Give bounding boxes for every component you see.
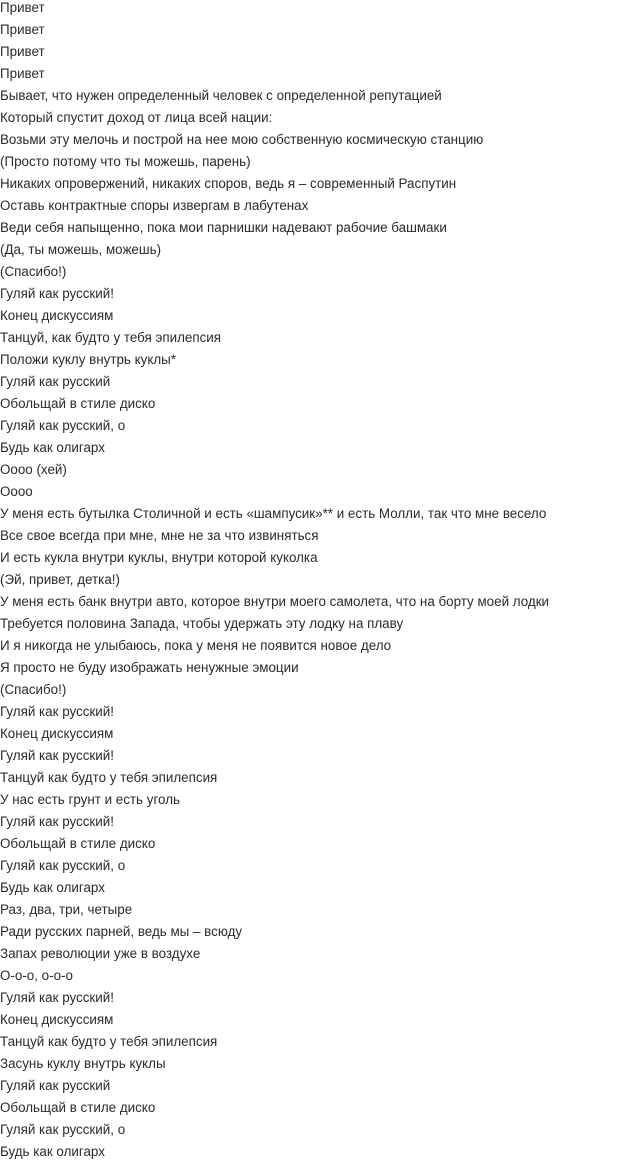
lyric-line: Обольщай в стиле диско [0,1100,156,1115]
lyric-line: И есть кукла внутри куклы, внутри которой куколка [0,550,318,565]
lyric-line: Будь как олигарх [0,880,105,895]
lyric-line: Бывает, что нужен определенный человек с определенной репутацией [0,88,442,103]
lyric-line: Гуляй как русский, о [0,1122,126,1137]
lyric-line: Раз, два, три, четыре [0,902,133,917]
lyric-line: Гуляй как русский! [0,748,114,763]
lyric-line: Который спустит доход от лица всей нации: [0,110,273,125]
lyric-line: Будь как олигарх [0,1144,105,1159]
lyric-line: Оооо [0,484,33,499]
lyric-line: Привет [0,44,45,59]
lyric-line: Конец дискуссиям [0,308,114,323]
lyric-line: Танцуй как будто у тебя эпилепсия [0,770,218,785]
lyric-line: Запах революции уже в воздухе [0,946,201,961]
lyric-line: Оооо (хей) [0,462,67,477]
lyric-line: Танцуй как будто у тебя эпилепсия [0,1034,218,1049]
lyric-line: Я просто не буду изображать ненужные эмоции [0,660,299,675]
lyric-line: Ради русских парней, ведь мы – всюду [0,924,243,939]
lyric-line: (Просто потому что ты можешь, парень) [0,154,251,169]
lyric-line: Гуляй как русский! [0,286,114,301]
lyric-line: (Да, ты можешь, можешь) [0,242,162,257]
lyric-line: У нас есть грунт и есть уголь [0,792,180,807]
lyric-line: Привет [0,22,45,37]
lyric-line: Засунь куклу внутрь куклы [0,1056,166,1071]
lyric-line: Гуляй как русский! [0,704,114,719]
lyric-line: У меня есть бутылка Столичной и есть «шампусик»** и есть Молли, так что мне весело [0,506,547,521]
lyric-line: Обольщай в стиле диско [0,396,156,411]
lyric-line: Оставь контрактные споры извергам в лабутенах [0,198,309,213]
lyric-line: Гуляй как русский! [0,990,114,1005]
lyric-line: И я никогда не улыбаюсь, пока у меня не появится новое дело [0,638,392,653]
lyric-line: Будь как олигарх [0,440,105,455]
lyric-line: Конец дискуссиям [0,1012,114,1027]
lyric-line: Конец дискуссиям [0,726,114,741]
lyric-line: Привет [0,66,45,81]
lyric-line: О-о-о, о-о-о [0,968,73,983]
lyric-line: Положи куклу внутрь куклы* [0,352,176,367]
lyric-line: Гуляй как русский! [0,814,114,829]
lyric-line: Гуляй как русский, о [0,858,126,873]
lyric-line: Все свое всегда при мне, мне не за что извиняться [0,528,319,543]
lyric-line: Веди себя напыщенно, пока мои парнишки надевают рабочие башмаки [0,220,447,235]
lyric-line: Требуется половина Запада, чтобы удержать эту лодку на плаву [0,616,404,631]
lyric-line: Гуляй как русский [0,374,111,389]
lyric-line: (Спасибо!) [0,682,67,697]
lyric-line: (Эй, привет, детка!) [0,572,120,587]
lyric-line: У меня есть банк внутри авто, которое внутри моего самолета, что на борту моей лодки [0,594,550,609]
lyric-line: Возьми эту мелочь и построй на нее мою собственную космическую станцию [0,132,484,147]
lyric-line: Гуляй как русский [0,1078,111,1093]
lyric-line: Гуляй как русский, о [0,418,126,433]
lyric-line: Танцуй, как будто у тебя эпилепсия [0,330,222,345]
lyric-line: Обольщай в стиле диско [0,836,156,851]
lyric-line: Никаких опровержений, никаких споров, ведь я – современный Распутин [0,176,457,191]
lyric-line: Привет [0,0,45,15]
lyric-line: (Спасибо!) [0,264,67,279]
